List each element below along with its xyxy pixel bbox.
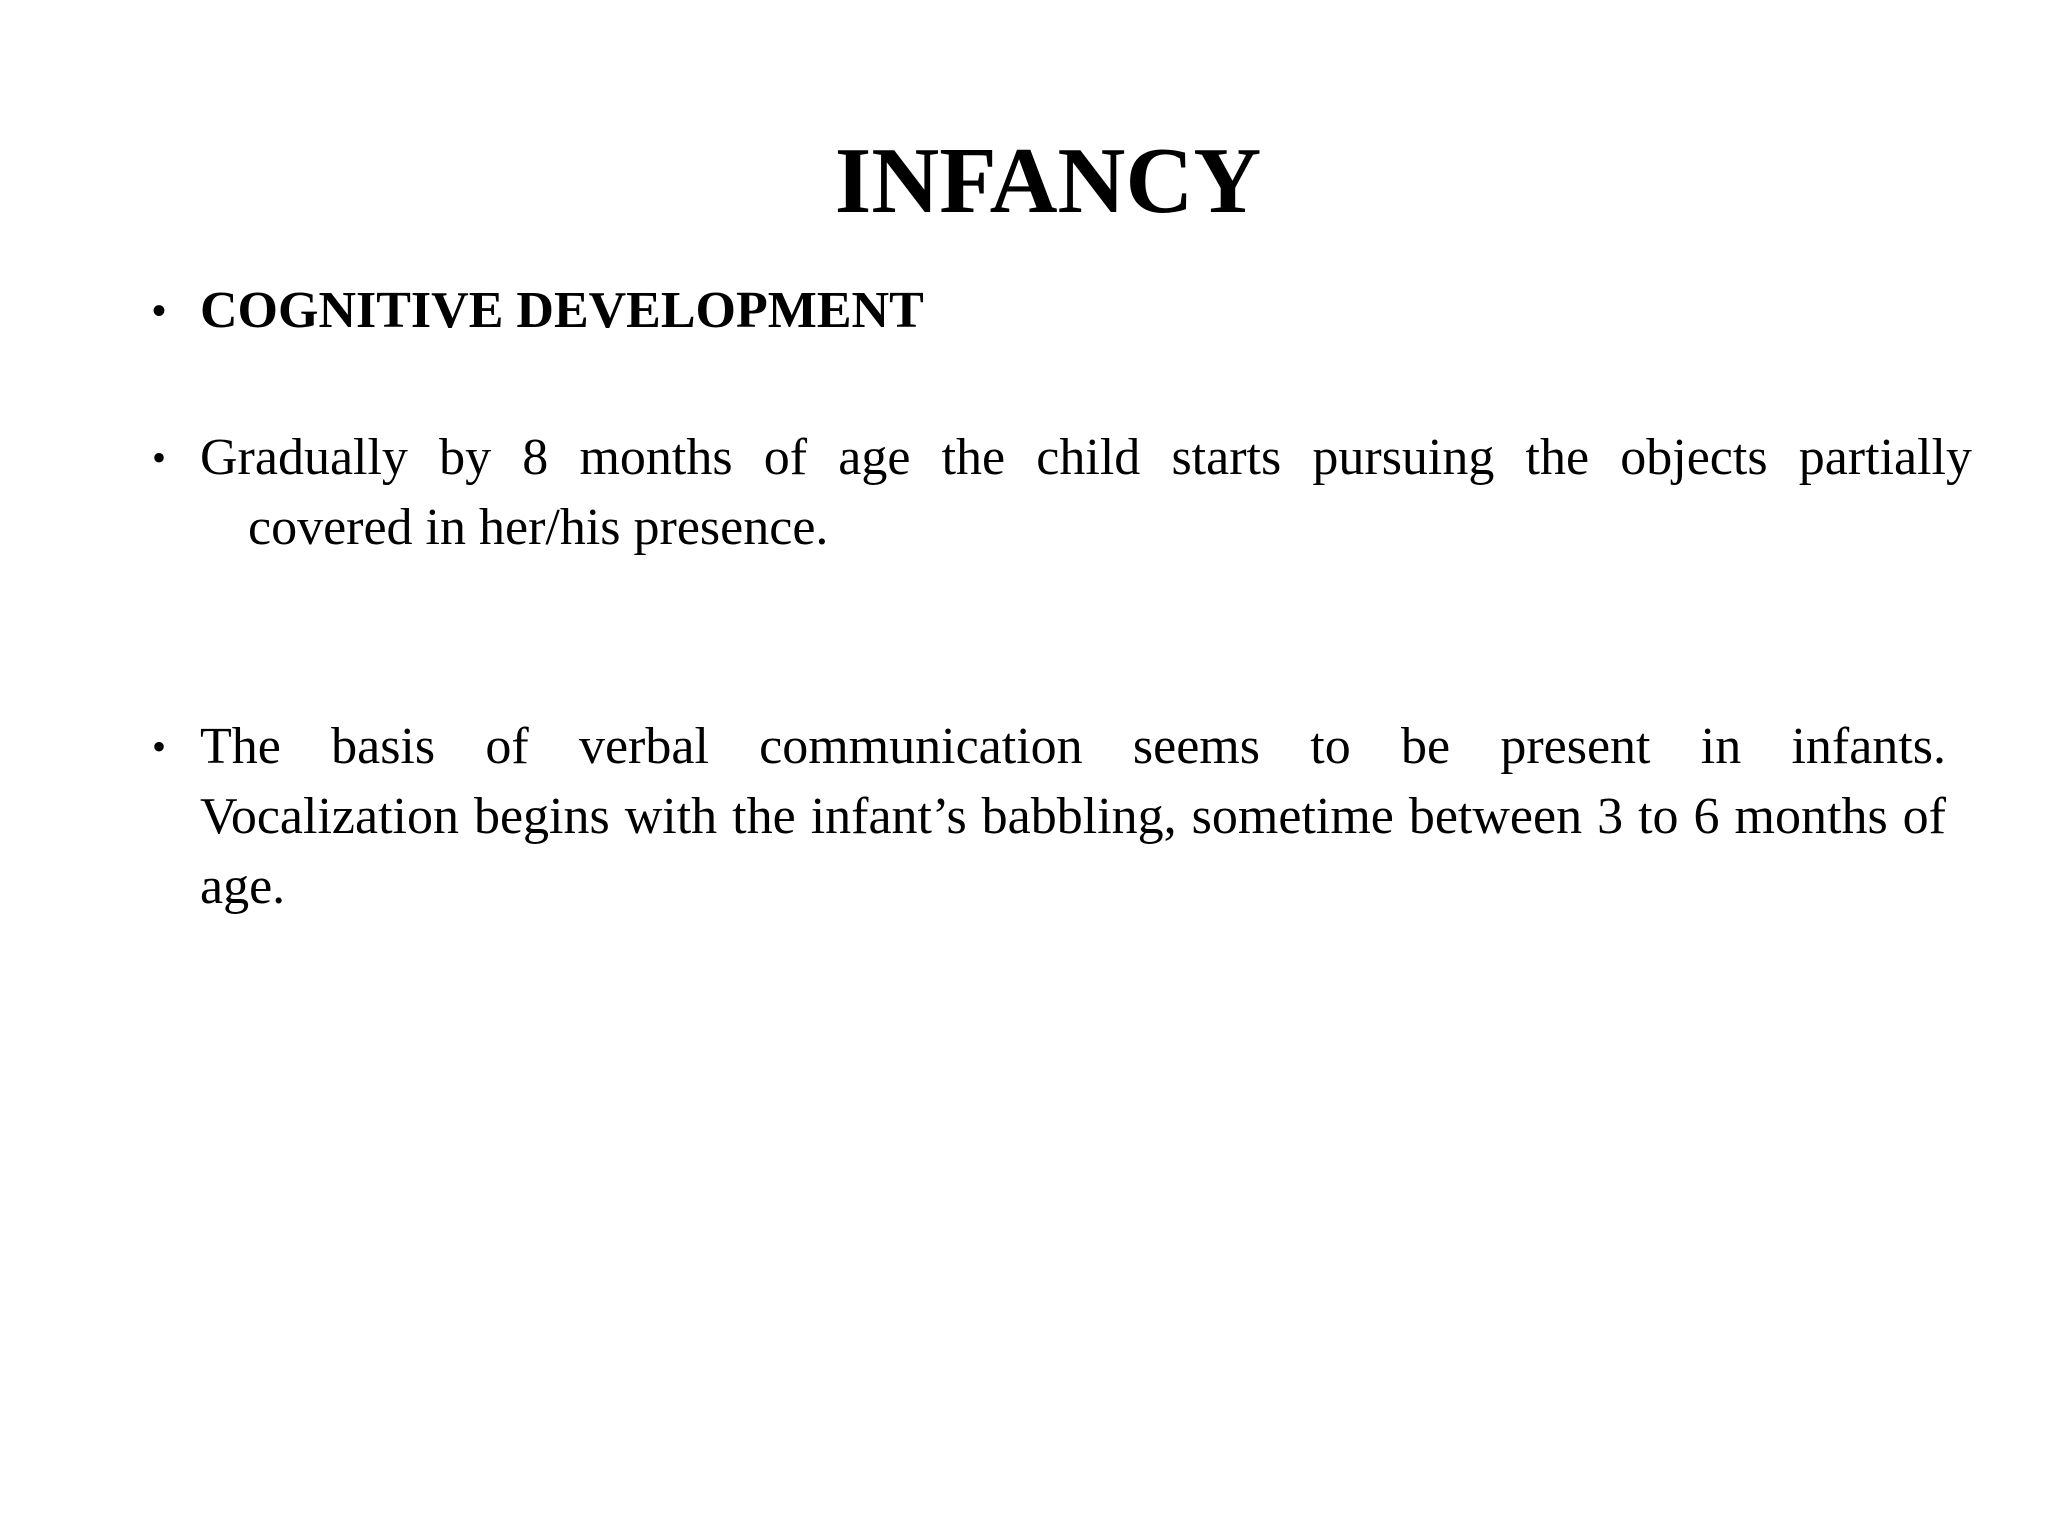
bullet-text-line: The basis of verbal communication seems to be present in infants. [200, 718, 1946, 775]
bullet-text-continuation: covered in her/his presence. [248, 499, 829, 556]
bullet-text-line: Gradually by 8 months of age the child starts pursuing the objects partially [200, 429, 1972, 486]
bullet-marker: • [152, 724, 167, 769]
bullet-paragraph [200, 712, 1946, 922]
bullet-item-verbal-communication [152, 712, 1946, 922]
bullet-item-cognitive-development [152, 276, 1972, 346]
bullet-item-object-permanence [152, 423, 1972, 563]
bullet-marker: • [152, 435, 167, 480]
slide-title: INFANCY [834, 129, 1262, 233]
section-heading: COGNITIVE DEVELOPMENT [200, 282, 924, 339]
bullet-text-continuation: Vocalization begins with the infant’s babbling, sometime between 3 to 6 months of age. [200, 788, 1946, 915]
bullet-marker: • [152, 288, 167, 333]
